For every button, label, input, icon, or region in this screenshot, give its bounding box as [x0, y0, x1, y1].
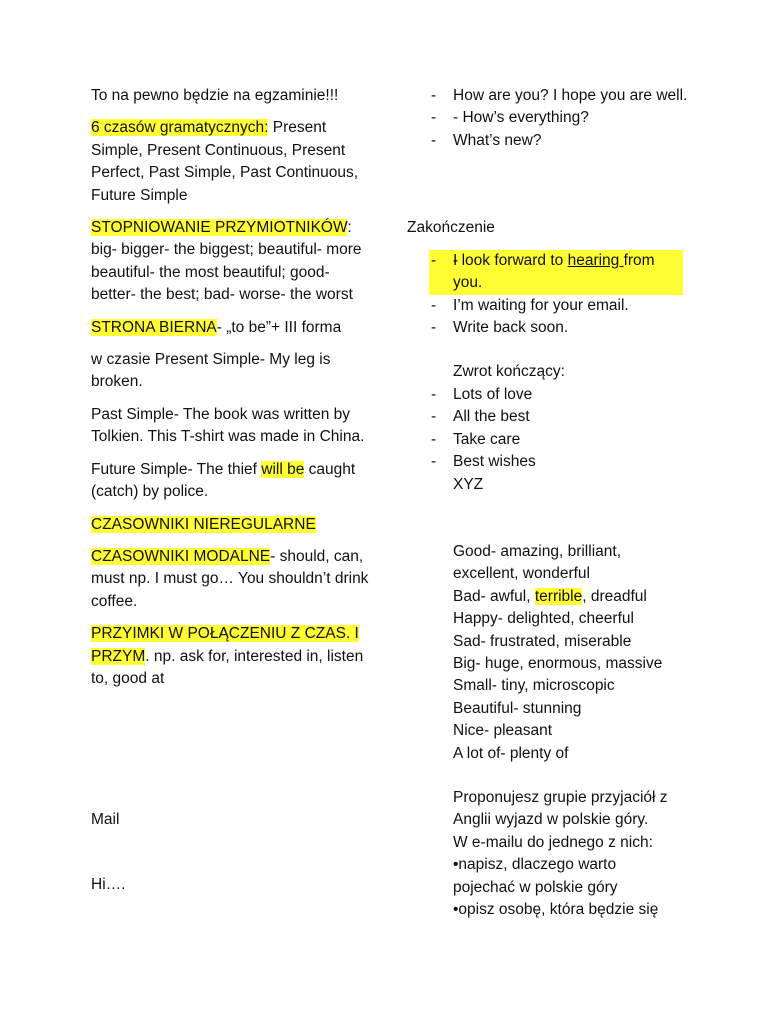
- passive-past: Past Simple- The book was written by Tolkien. This T-shirt was made in China.: [91, 405, 365, 446]
- task-line: •opisz osobę, która będzie się: [453, 901, 659, 919]
- mail-heading: Mail: [91, 811, 120, 828]
- irregular-paragraph: [91, 514, 373, 536]
- vocab-bad-b: , dreadful: [582, 587, 647, 605]
- vocab-item: Big- huge, enormous, massive: [453, 655, 663, 673]
- list-item: - I’m waiting for your email.: [407, 295, 697, 317]
- tenses-paragraph: [91, 117, 373, 207]
- ending-title: Zakończenie: [407, 219, 495, 236]
- ending-hl-b: from you.: [453, 252, 655, 292]
- vocab-bad-a: Bad- awful,: [453, 587, 535, 605]
- vocab-item: Happy- delighted, cheerful: [453, 610, 634, 628]
- vocab-item: Beautiful- stunning: [453, 699, 582, 717]
- hi-line: Hi….: [91, 876, 126, 893]
- ending-hl-a: I look forward to: [453, 252, 568, 269]
- closing-list-block: [407, 384, 697, 496]
- passive-text: - „to be”+ III forma: [216, 318, 342, 336]
- passive-present: w czasie Present Simple- My leg is broken.: [91, 351, 331, 391]
- vocab-good: Good- amazing, brilliant, excellent, wonderful: [453, 543, 621, 583]
- task-line: W e-mailu do jednego z nich:: [453, 833, 653, 851]
- prep-text: . np. ask for, interested in, listen to, good at: [91, 647, 364, 687]
- list-item: - What’s new?: [407, 130, 697, 152]
- list-item: - How are you? I hope you are well.: [407, 85, 697, 107]
- prep-label: PRZYIMKI W POŁĄCZENIU Z CZAS. I PRZYM: [91, 625, 359, 665]
- comparison-text: : big- bigger- the biggest; beautiful- more beautiful- the most beautiful; good-better- the best; bad- worse- the worst: [91, 219, 362, 304]
- vocab-item: Sad- frustrated, miserable: [453, 632, 632, 650]
- irregular-label: CZASOWNIKI NIEREGULARNE: [91, 515, 316, 533]
- tenses-label: 6 czasów gramatycznych:: [91, 119, 269, 137]
- passive-paragraph: [91, 317, 373, 339]
- greetings-list: [407, 85, 697, 152]
- list-item: - Write back soon.: [407, 317, 697, 339]
- vocab-bad: [453, 586, 693, 608]
- prep-paragraph: [91, 623, 373, 690]
- list-item: - Take care: [407, 429, 697, 451]
- ending-list-block: [407, 250, 697, 340]
- vocab-item: A lot of- plenty of: [453, 744, 569, 762]
- modal-label: CZASOWNIKI MODALNE: [91, 547, 271, 565]
- list-item-highlighted: - - I look forward to hearing from you.: [429, 250, 683, 295]
- signature: XYZ: [453, 475, 484, 493]
- greetings-list-block: [407, 85, 697, 152]
- intro-line: To na pewno będzie na egzaminie!!!: [91, 87, 339, 104]
- left-column: [91, 85, 373, 700]
- list-item: - Best wishes: [407, 451, 697, 473]
- list-item: - Lots of love: [407, 384, 697, 406]
- ending-hl-underlined: hearing: [567, 252, 624, 269]
- passive-future: [91, 459, 373, 504]
- modal-text: - should, can, must np. I must go… You shouldn’t drink coffee.: [91, 547, 369, 610]
- comparison-label: STOPNIOWANIE PRZYMIOTNIKÓW: [91, 219, 348, 237]
- comparison-paragraph: [91, 217, 373, 307]
- vocab-bad-highlight: terrible: [534, 587, 583, 605]
- tenses-text: Present Simple, Present Continuous, Present Perfect, Past Simple, Past Continuous, Future Simple: [91, 119, 359, 204]
- list-item: - All the best: [407, 406, 697, 428]
- task-line: •napisz, dlaczego warto pojechać w polskie góry: [453, 856, 618, 896]
- passive-future-highlight: will be: [261, 460, 305, 478]
- passive-future-b: caught (catch) by police.: [91, 460, 356, 501]
- modal-paragraph: [91, 546, 373, 613]
- passive-label: STRONA BIERNA: [91, 318, 217, 336]
- vocab-item: Small- tiny, microscopic: [453, 677, 615, 695]
- list-item: - - How’s everything?: [407, 107, 697, 129]
- closing-list: [407, 384, 697, 474]
- closing-title: Zwrot kończący:: [453, 363, 565, 380]
- vocab-block: [407, 541, 693, 765]
- vocab-item: Nice- pleasant: [453, 722, 553, 740]
- ending-list: [407, 250, 697, 340]
- task-block: [407, 787, 685, 921]
- task-line: Proponujesz grupie przyjaciół z Anglii wyjazd w polskie góry.: [453, 789, 668, 829]
- passive-future-a: Future Simple- The thief: [91, 460, 262, 478]
